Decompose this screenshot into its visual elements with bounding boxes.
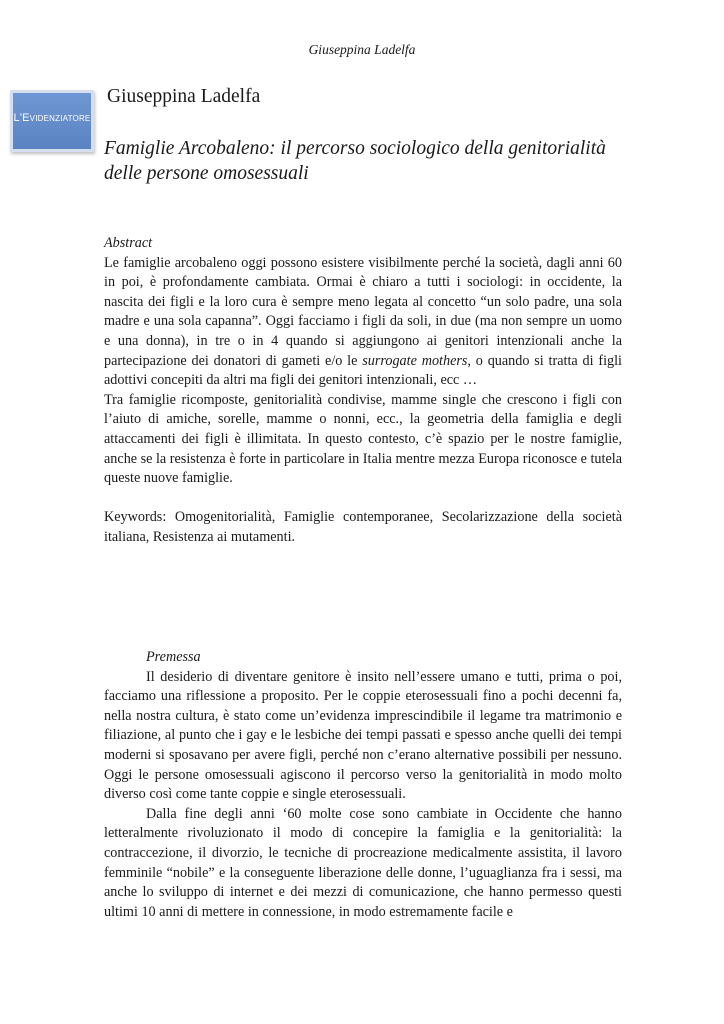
journal-logo (10, 90, 94, 152)
premessa-heading: Premessa (146, 649, 201, 665)
keywords: Keywords: Omogenitorialità, Famiglie contemporanee, Secolarizzazione della società italiana, Resistenza ai mutamenti. (104, 509, 622, 545)
premessa-paragraph-2: Dalla fine degli anni ‘60 molte cose sono cambiate in Occidente che hanno letteralmente rivoluzionato il modo di concepire la famiglia e la genitorialità: la contraccezione, il divorzio, le tecniche di procreazione medicalmente assistita, il lavoro femminile “nobile” e la conseguente liberazione delle donne, l’uguaglianza fra i sessi, ma anche lo sviluppo di internet e dei mezzi di comunicazione, che hanno permesso questi ultimi 10 anni di mettere in connessione, in modo estremamente facile e (104, 805, 622, 920)
abstract-section (104, 234, 622, 548)
paper-title: Famiglie Arcobaleno: il percorso sociologico della genitorialità delle persone omosessuali (104, 138, 606, 184)
abstract-p1-emphasis: surrogate mothers (362, 352, 468, 369)
abstract-paragraph-1 (104, 254, 622, 391)
premessa-section (104, 648, 622, 922)
running-head: Giuseppina Ladelfa (308, 42, 416, 57)
premessa-paragraph-1: Il desiderio di diventare genitore è insito nell’essere umano e tutti, prima o poi, facciamo una riflessione a proposito. Per le coppie eterosessuali fino a pochi decenni fa, nella nostra cultura, è stato come un’evidenza imprescindibile il legame tra matrimonio e filiazione, al punto che i gay e le lesbiche dei tempi passati e spesso anche quelli dei tempi moderni si sposavano per avere figli, perché non c’erano alternative possibili per nessuno. Oggi le persone omosessuali agiscono il percorso verso la genitorialità in modo molto diverso così come tante coppie e single eterosessuali. (104, 668, 622, 803)
author-name: Giuseppina Ladelfa (107, 86, 261, 107)
abstract-heading: Abstract (104, 235, 153, 251)
abstract-p1-text: Le famiglie arcobaleno oggi possono esistere visibilmente perché la società, dagli anni 60 in poi, è profondamente cambiata. Ormai è chiaro a tutti i sociologi: in occidente, la nascita dei figli e la loro cura è sempre meno legata al concetto “un solo padre, una sola madre e una sola capanna”. Oggi facciamo i figli da soli, in due (ma non sempre un uomo e una donna), in tre o in 4 quando si aggiungono ai genitori intenzionali anche la partecipazione dei donatori di gameti e/o le (104, 254, 622, 369)
abstract-p1-text-end: , o quando si tratta di figli adottivi concepiti da altri ma figli dei genitori intenzionali, ecc … (104, 352, 622, 389)
journal-logo-text: L'Evidenziatore (13, 112, 91, 124)
abstract-paragraph-2: Tra famiglie ricomposte, genitorialità condivise, mamme single che crescono i figli con l’aiuto di amiche, sorelle, mamme o nonni, ecc., la geometria della famiglia e degli attaccamenti dei figli è illimitata. In questo contesto, c’è spazio per le nostre famiglie, anche se la resistenza è forte in particolare in Italia mentre mezza Europa riconosce e tutela queste nuove famiglie. (104, 391, 622, 487)
